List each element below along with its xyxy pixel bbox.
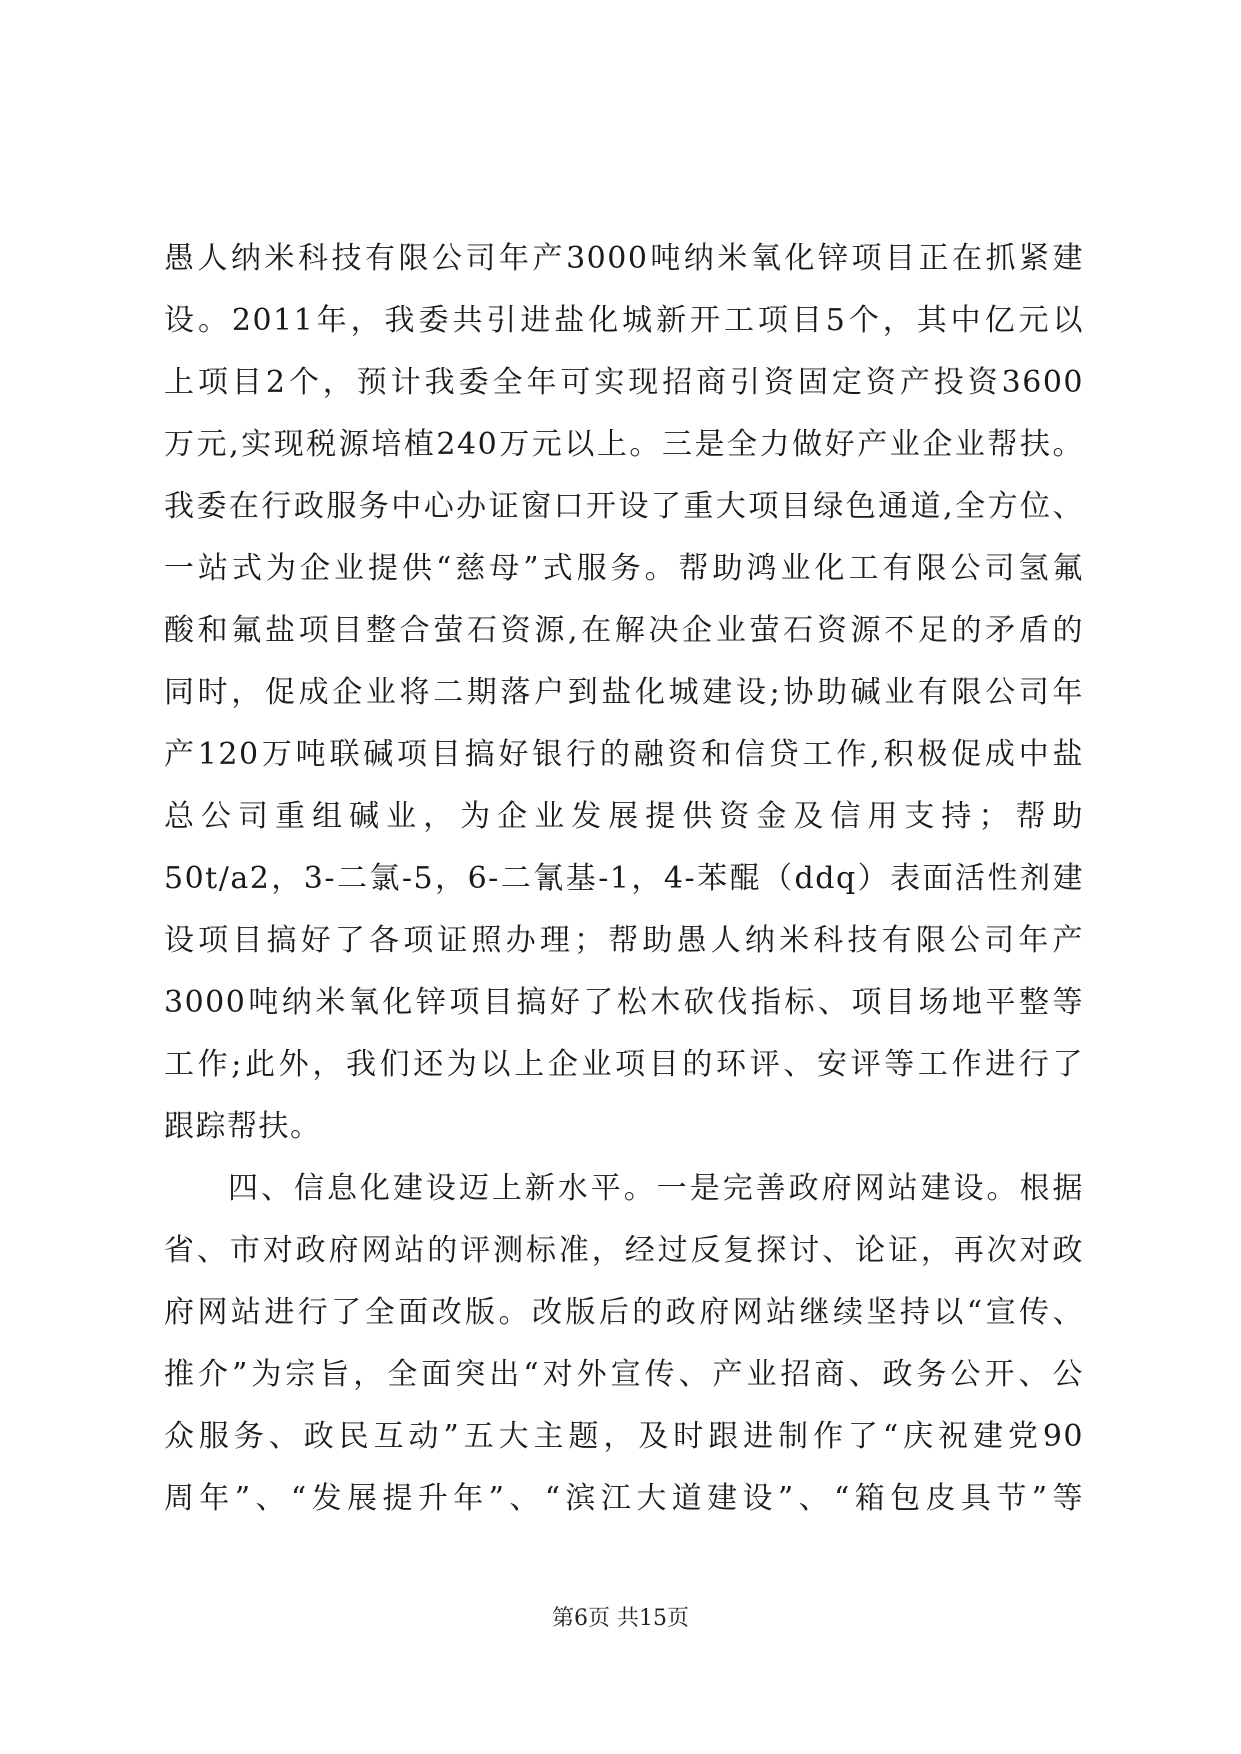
text-line: 跟踪帮扶。 (164, 1109, 322, 1144)
text-line: 设。2011年，我委共引进盐化城新开工项目5个，其中亿元以 (164, 303, 1084, 338)
text-line: 周年”、“发展提升年”、“滨江大道建设”、“箱包皮具节”等 (164, 1481, 1084, 1516)
paragraph-start-line: 四、信息化建设迈上新水平。一是完善政府网站建设。根据 (228, 1171, 1084, 1206)
text-line: 酸和氟盐项目整合萤石资源,在解决企业萤石资源不足的矛盾的 (164, 613, 1084, 648)
text-line: 推介”为宗旨，全面突出“对外宣传、产业招商、政务公开、公 (164, 1357, 1084, 1392)
text-line: 愚人纳米科技有限公司年产3000吨纳米氧化锌项目正在抓紧建 (164, 241, 1084, 276)
body-text (164, 228, 1084, 1530)
text-line: 设项目搞好了各项证照办理；帮助愚人纳米科技有限公司年产 (164, 923, 1084, 958)
text-line: 产120万吨联碱项目搞好银行的融资和信贷工作,积极促成中盐 (164, 737, 1084, 772)
text-line: 50t/a2，3-二氯-5，6-二氰基-1，4-苯醌（ddq）表面活性剂建 (164, 861, 1084, 896)
text-line: 万元,实现税源培植240万元以上。三是全力做好产业企业帮扶。 (164, 427, 1084, 462)
text-line: 工作;此外，我们还为以上企业项目的环评、安评等工作进行了 (164, 1047, 1084, 1082)
text-line: 众服务、政民互动”五大主题，及时跟进制作了“庆祝建党90 (164, 1419, 1084, 1454)
page-number-footer: 第6页 共15页 (552, 1606, 689, 1631)
text-line: 总公司重组碱业，为企业发展提供资金及信用支持；帮助 (164, 799, 1084, 834)
text-line: 同时，促成企业将二期落户到盐化城建设;协助碱业有限公司年 (164, 675, 1084, 710)
text-line: 省、市对政府网站的评测标准，经过反复探讨、论证，再次对政 (164, 1233, 1084, 1268)
text-line: 府网站进行了全面改版。改版后的政府网站继续坚持以“宣传、 (164, 1295, 1084, 1330)
text-line: 我委在行政服务中心办证窗口开设了重大项目绿色通道,全方位、 (164, 489, 1084, 524)
text-line: 上项目2个，预计我委全年可实现招商引资固定资产投资3600 (164, 365, 1084, 400)
text-line: 一站式为企业提供“慈母”式服务。帮助鸿业化工有限公司氢氟 (164, 551, 1084, 586)
text-line: 3000吨纳米氧化锌项目搞好了松木砍伐指标、项目场地平整等 (164, 985, 1084, 1020)
